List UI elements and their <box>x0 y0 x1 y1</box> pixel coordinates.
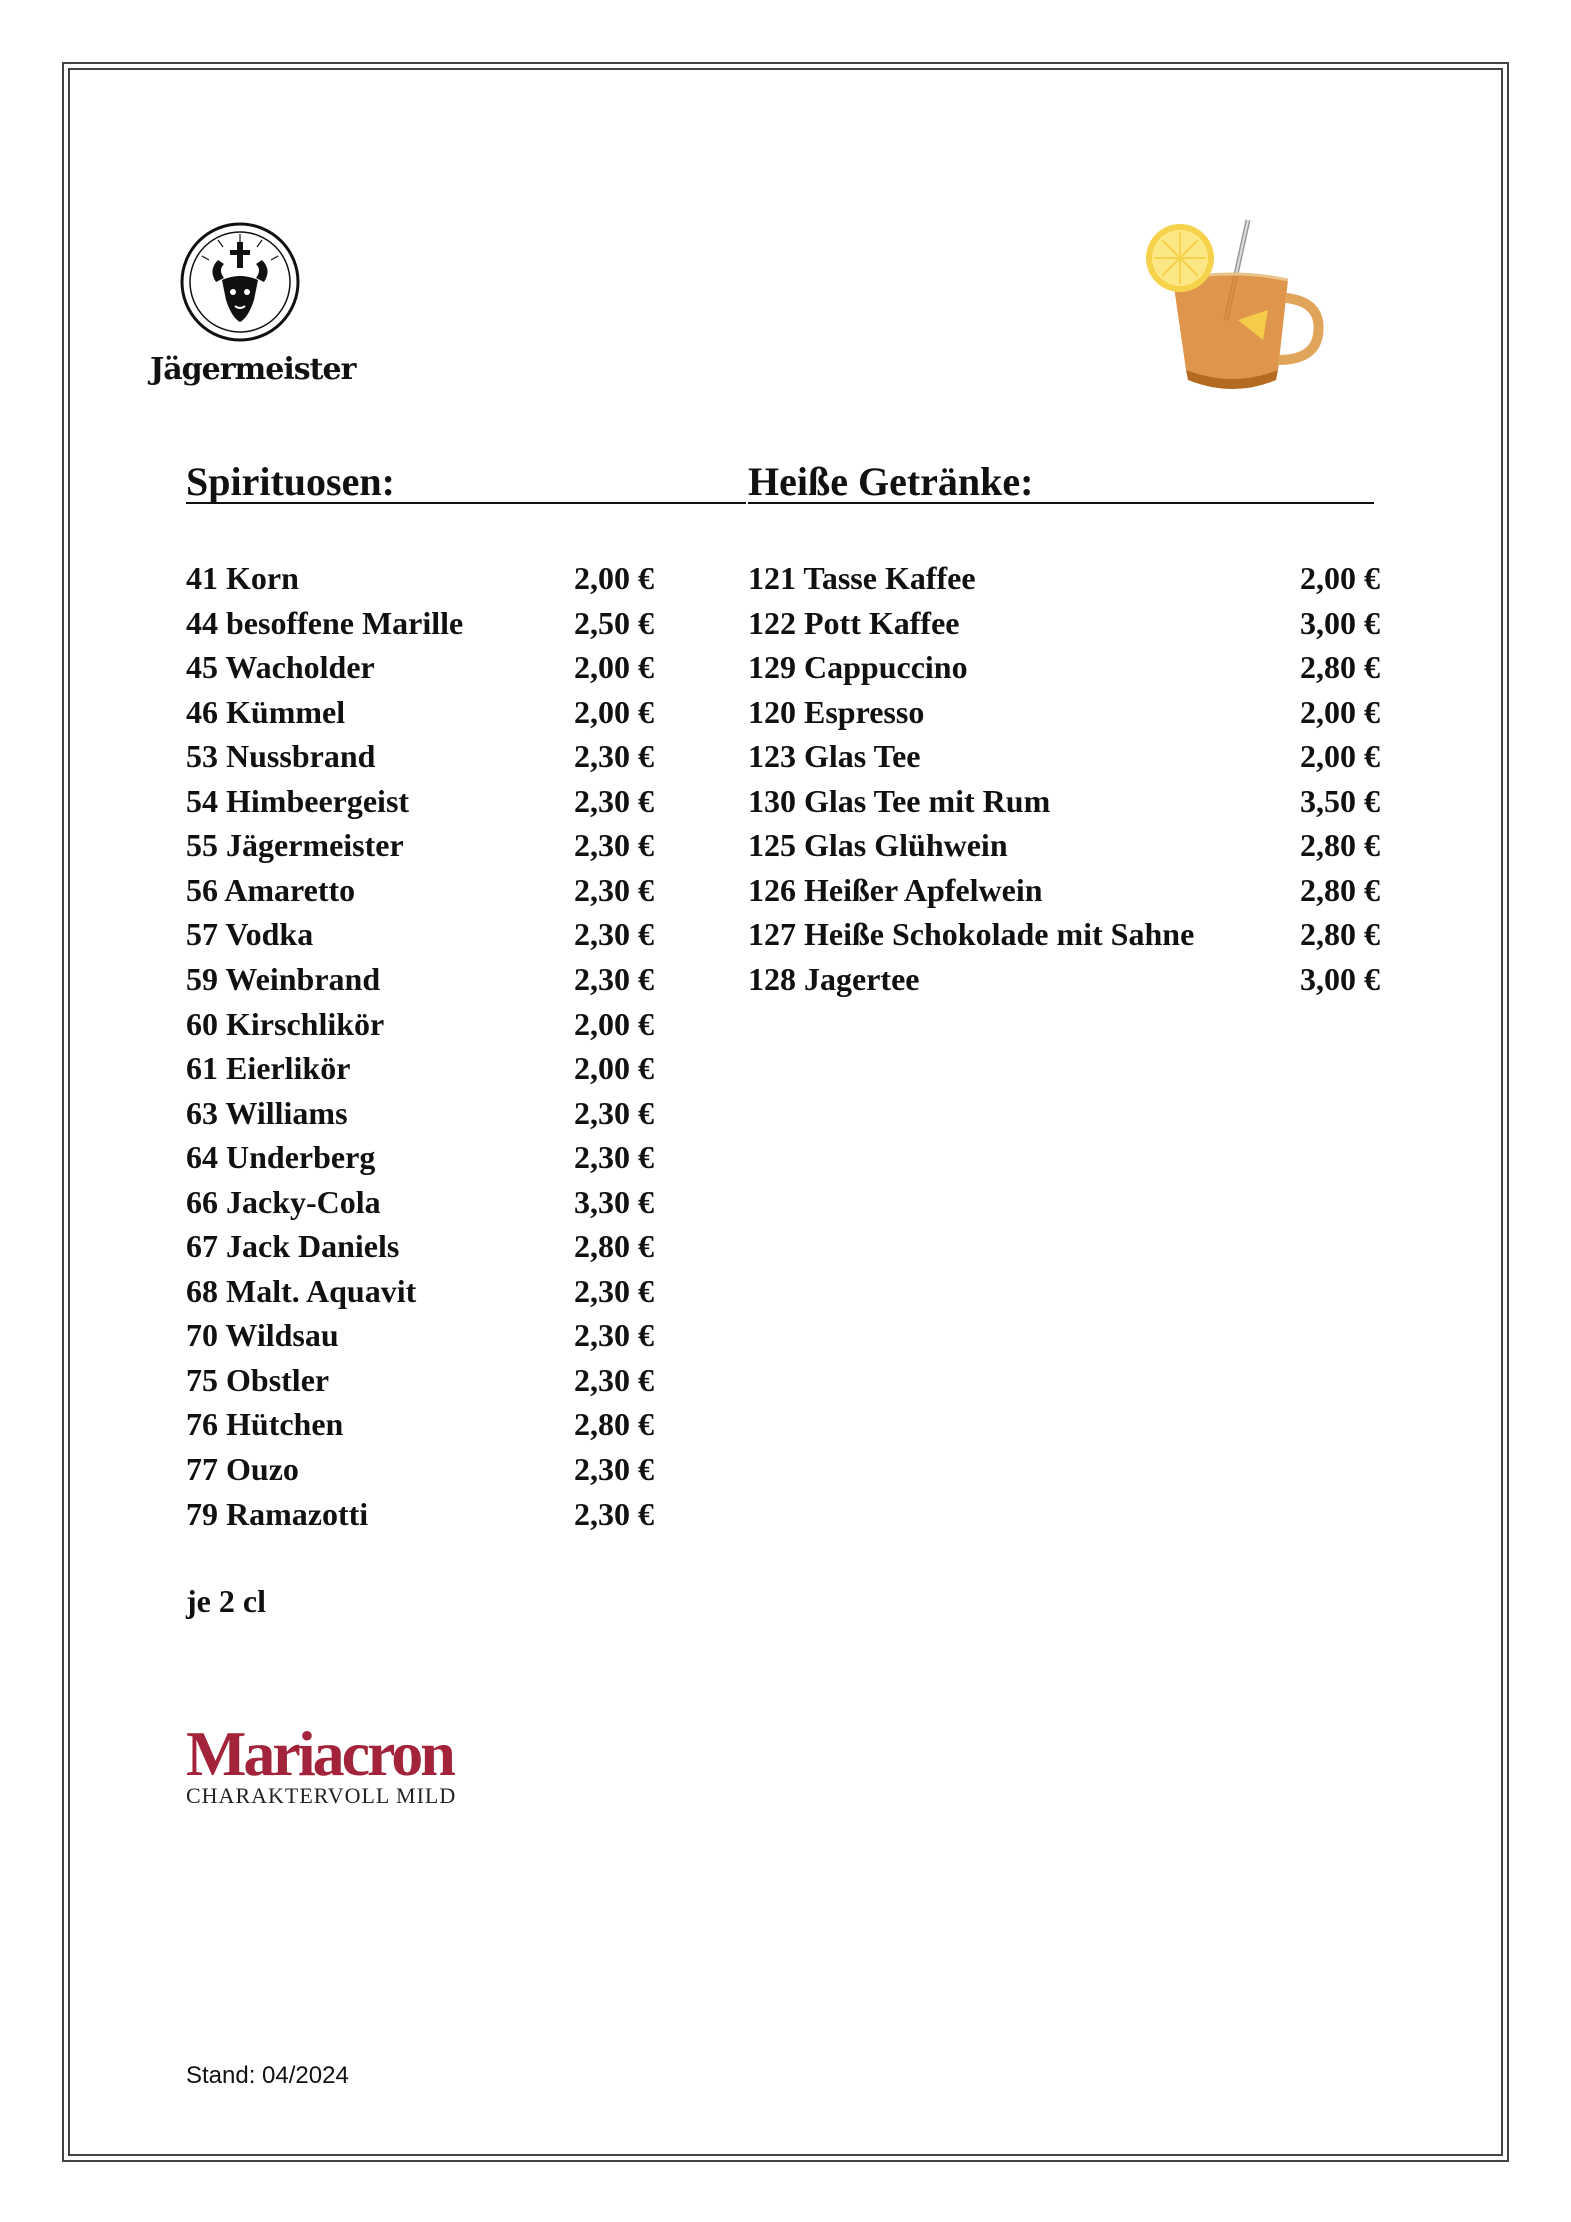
menu-item-price: 2,00 € <box>574 693 654 730</box>
menu-item-price: 2,00 € <box>574 560 654 596</box>
menu-item <box>186 912 654 956</box>
menu-item-name: 120 Espresso <box>748 693 925 730</box>
menu-item-price: 2,30 € <box>574 1094 654 1131</box>
menu-item <box>748 957 1380 1001</box>
menu-item-price: 2,30 € <box>574 738 654 775</box>
menu-item-name: 122 Pott Kaffee <box>748 604 960 641</box>
menu-item-price: 2,00 € <box>574 1050 654 1087</box>
menu-item <box>748 690 1380 734</box>
menu-item-name: 41 Korn <box>186 560 299 596</box>
menu-item-price: 2,00 € <box>574 1005 654 1042</box>
menu-item-name: 130 Glas Tee mit Rum <box>748 782 1051 819</box>
jagermeister-stag-logo-icon <box>178 220 302 344</box>
menu-item-price: 2,80 € <box>574 1228 654 1265</box>
menu-item-price: 2,30 € <box>574 1361 654 1398</box>
menu-item <box>748 645 1380 689</box>
menu-item <box>186 1358 654 1402</box>
menu-item <box>186 1135 654 1179</box>
menu-item-name: 75 Obstler <box>186 1361 330 1398</box>
stand-date: Stand: 04/2024 <box>186 2062 349 2089</box>
menu-item-name: 66 Jacky-Cola <box>186 1183 381 1220</box>
menu-item-price: 2,30 € <box>574 1317 654 1354</box>
menu-item <box>186 868 654 912</box>
menu-item-name: 70 Wildsau <box>186 1317 339 1354</box>
menu-item <box>748 734 1380 778</box>
menu-item-price: 2,80 € <box>1300 649 1380 686</box>
menu-item-price: 3,00 € <box>1300 604 1380 641</box>
menu-item <box>186 1002 654 1046</box>
menu-item-name: 57 Vodka <box>186 916 314 953</box>
menu-item-price: 2,00 € <box>1300 693 1380 730</box>
spirituosen-heading-underline <box>186 502 746 504</box>
mariacron-tagline: CHARAKTERVOLL MILD <box>186 1783 457 1808</box>
menu-item-name: 45 Wacholder <box>186 649 375 686</box>
menu-item-name: 79 Ramazotti <box>186 1495 369 1532</box>
mariacron-logo <box>186 1718 506 1808</box>
menu-item <box>186 1402 654 1446</box>
menu-item-price: 3,30 € <box>574 1183 654 1220</box>
menu-item-price: 2,30 € <box>574 827 654 864</box>
menu-item-price: 2,80 € <box>1300 827 1380 864</box>
menu-item-name: 77 Ouzo <box>186 1451 299 1487</box>
menu-item-price: 2,30 € <box>574 871 654 908</box>
menu-item <box>186 1224 654 1268</box>
menu-item-price: 2,30 € <box>574 1495 654 1532</box>
menu-item <box>186 734 654 778</box>
menu-item <box>186 645 654 689</box>
menu-item <box>186 1313 654 1357</box>
menu-item <box>186 690 654 734</box>
menu-item-price: 2,00 € <box>574 649 654 686</box>
menu-item-name: 76 Hütchen <box>186 1406 344 1443</box>
menu-item-name: 67 Jack Daniels <box>186 1228 400 1265</box>
spirituosen-heading: Spirituosen: <box>186 459 395 504</box>
menu-item-name: 61 Eierlikör <box>186 1050 351 1087</box>
menu-item-price: 3,00 € <box>1300 960 1380 997</box>
menu-item <box>186 1046 654 1090</box>
menu-item-name: 68 Malt. Aquavit <box>186 1272 417 1309</box>
menu-item-price: 2,30 € <box>574 1451 654 1487</box>
menu-item-name: 44 besoffene Marille <box>186 604 464 641</box>
menu-item <box>186 779 654 823</box>
portion-note: je 2 cl <box>186 1583 266 1619</box>
menu-item-name: 121 Tasse Kaffee <box>748 560 976 596</box>
menu-item-name: 125 Glas Glühwein <box>748 827 1008 864</box>
heisse-getraenke-heading-underline <box>748 502 1374 504</box>
hot-tea-illustration <box>1118 210 1338 400</box>
menu-item <box>186 1091 654 1135</box>
menu-item-name: 63 Williams <box>186 1094 348 1131</box>
menu-item-name: 129 Cappuccino <box>748 649 968 686</box>
menu-item <box>186 1180 654 1224</box>
menu-item-price: 2,80 € <box>574 1406 654 1443</box>
menu-item <box>748 868 1380 912</box>
menu-item <box>186 823 654 867</box>
menu-item-name: 53 Nussbrand <box>186 738 376 775</box>
mariacron-brand: Mariacron <box>186 1718 453 1789</box>
menu-item-price: 2,30 € <box>574 782 654 819</box>
menu-item <box>748 779 1380 823</box>
menu-item-price: 2,30 € <box>574 960 654 997</box>
menu-item-name: 60 Kirschlikör <box>186 1005 385 1042</box>
menu-item-price: 2,00 € <box>1300 560 1380 596</box>
menu-item-name: 46 Kümmel <box>186 693 346 730</box>
heisse-getraenke-heading: Heiße Getränke: <box>748 459 1034 504</box>
menu-item <box>748 912 1380 956</box>
menu-item-name: 64 Underberg <box>186 1139 376 1176</box>
menu-item-name: 127 Heiße Schokolade mit Sahne <box>748 916 1195 953</box>
menu-item-price: 2,80 € <box>1300 916 1380 953</box>
menu-item <box>186 556 654 600</box>
menu-item-price: 3,50 € <box>1300 782 1380 819</box>
menu-item-name: 54 Himbeergeist <box>186 782 410 819</box>
menu-item-name: 128 Jagertee <box>748 960 920 997</box>
menu-item-name: 56 Amaretto <box>186 871 356 908</box>
menu-item-price: 2,30 € <box>574 1272 654 1309</box>
menu-item <box>748 601 1380 645</box>
jagermeister-wordmark: Jägermeister <box>150 352 356 387</box>
menu-item <box>748 556 1380 600</box>
menu-item-name: 123 Glas Tee <box>748 738 921 775</box>
menu-item <box>186 1269 654 1313</box>
jagermeister-logo <box>150 220 356 400</box>
menu-item <box>186 1447 654 1491</box>
menu-item <box>186 957 654 1001</box>
menu-item-name: 55 Jägermeister <box>186 827 404 864</box>
menu-item-price: 2,30 € <box>574 1139 654 1176</box>
menu-item-price: 2,80 € <box>1300 871 1380 908</box>
menu-item-name: 126 Heißer Apfelwein <box>748 871 1043 908</box>
menu-item <box>186 601 654 645</box>
menu-item-name: 59 Weinbrand <box>186 960 381 997</box>
menu-item <box>748 823 1380 867</box>
menu-item-price: 2,50 € <box>574 604 654 641</box>
hot-tea-glass-icon <box>1118 210 1338 400</box>
menu-item-price: 2,00 € <box>1300 738 1380 775</box>
menu-item-price: 2,30 € <box>574 916 654 953</box>
menu-item <box>186 1492 654 1536</box>
